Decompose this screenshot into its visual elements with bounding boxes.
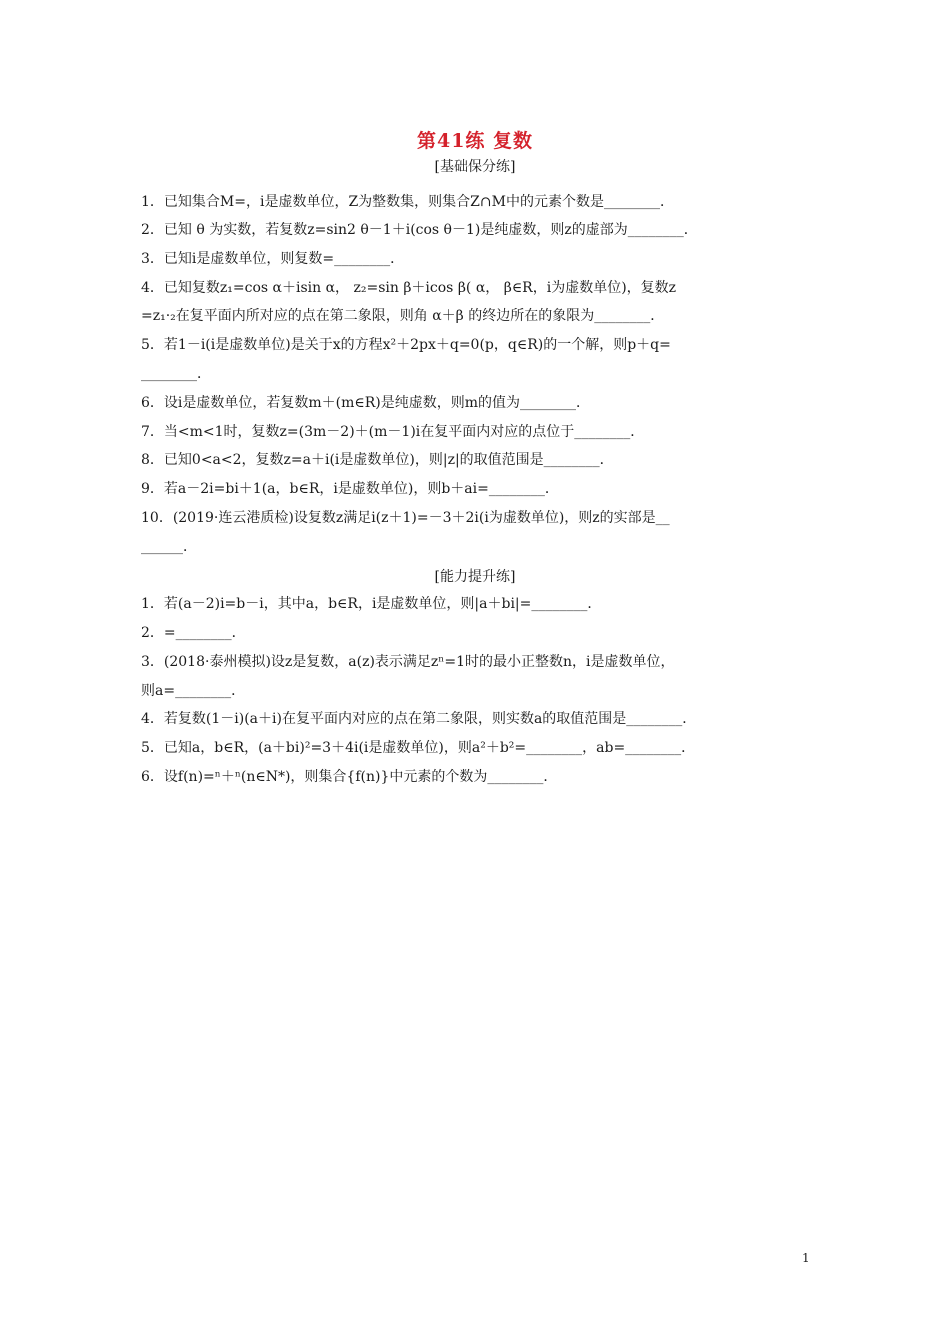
- question-line: 6．设f(n)=ⁿ＋ⁿ(n∈N*)，则集合{f(n)}中元素的个数为________．: [141, 769, 558, 785]
- question-line: 则a=________．: [141, 683, 246, 699]
- page-title: 第41练 复数: [416, 130, 534, 152]
- question-line: 6．设i是虚数单位，若复数m＋(m∈R)是纯虚数，则m的值为________．: [141, 395, 591, 411]
- page-number: 1: [802, 1251, 810, 1265]
- question-line: 4．已知复数z₁=cos α＋isin α， z₂=sin β＋icos β( α， β∈R，i为虚数单位)，复数z: [141, 280, 677, 296]
- question-line: 10．(2019·连云港质检)设复数z满足i(z＋1)=－3＋2i(i为虚数单位)，则z的实部是__: [141, 510, 670, 526]
- question-line: 3．已知i是虚数单位，则复数=________．: [141, 251, 405, 267]
- question-line: 9．若a－2i=bi＋1(a，b∈R，i是虚数单位)，则b＋ai=________．: [141, 481, 559, 497]
- section-heading-basic: [基础保分练]: [434, 159, 516, 175]
- question-line: =z₁·₂在复平面内所对应的点在第二象限，则角 α＋β 的终边所在的象限为________．: [141, 308, 665, 324]
- question-line: 5．已知a，b∈R，(a＋bi)²=3＋4i(i是虚数单位)，则a²＋b²=________，ab=________．: [141, 740, 696, 756]
- question-line: 7．当<m<1时，复数z=(3m－2)＋(m－1)i在复平面内对应的点位于________．: [141, 424, 645, 440]
- question-line: ________．: [141, 366, 211, 382]
- section-heading-advanced: [能力提升练]: [434, 569, 516, 585]
- question-line: 3．(2018·泰州模拟)设z是复数，a(z)表示满足zⁿ=1时的最小正整数n，i是虚数单位，: [141, 654, 675, 670]
- question-line: 2．已知 θ 为实数，若复数z=sin2 θ－1＋i(cos θ－1)是纯虚数，则z的虚部为________．: [141, 222, 698, 238]
- question-line: 2．=________．: [141, 625, 246, 641]
- question-line: 8．已知0<a<2，复数z=a＋i(i是虚数单位)，则|z|的取值范围是________．: [141, 452, 614, 468]
- question-line: ______．: [141, 539, 197, 555]
- question-line: 1．若(a－2)i=b－i，其中a，b∈R，i是虚数单位，则|a＋bi|=________．: [141, 596, 602, 612]
- question-line: 1．已知集合M=，i是虚数单位，Z为整数集，则集合Z∩M中的元素个数是________．: [141, 194, 674, 210]
- question-line: 5．若1－i(i是虚数单位)是关于x的方程x²＋2px＋q=0(p，q∈R)的一个解，则p＋q=: [141, 337, 671, 353]
- question-line: 4．若复数(1－i)(a＋i)在复平面内对应的点在第二象限，则实数a的取值范围是________．: [141, 711, 697, 727]
